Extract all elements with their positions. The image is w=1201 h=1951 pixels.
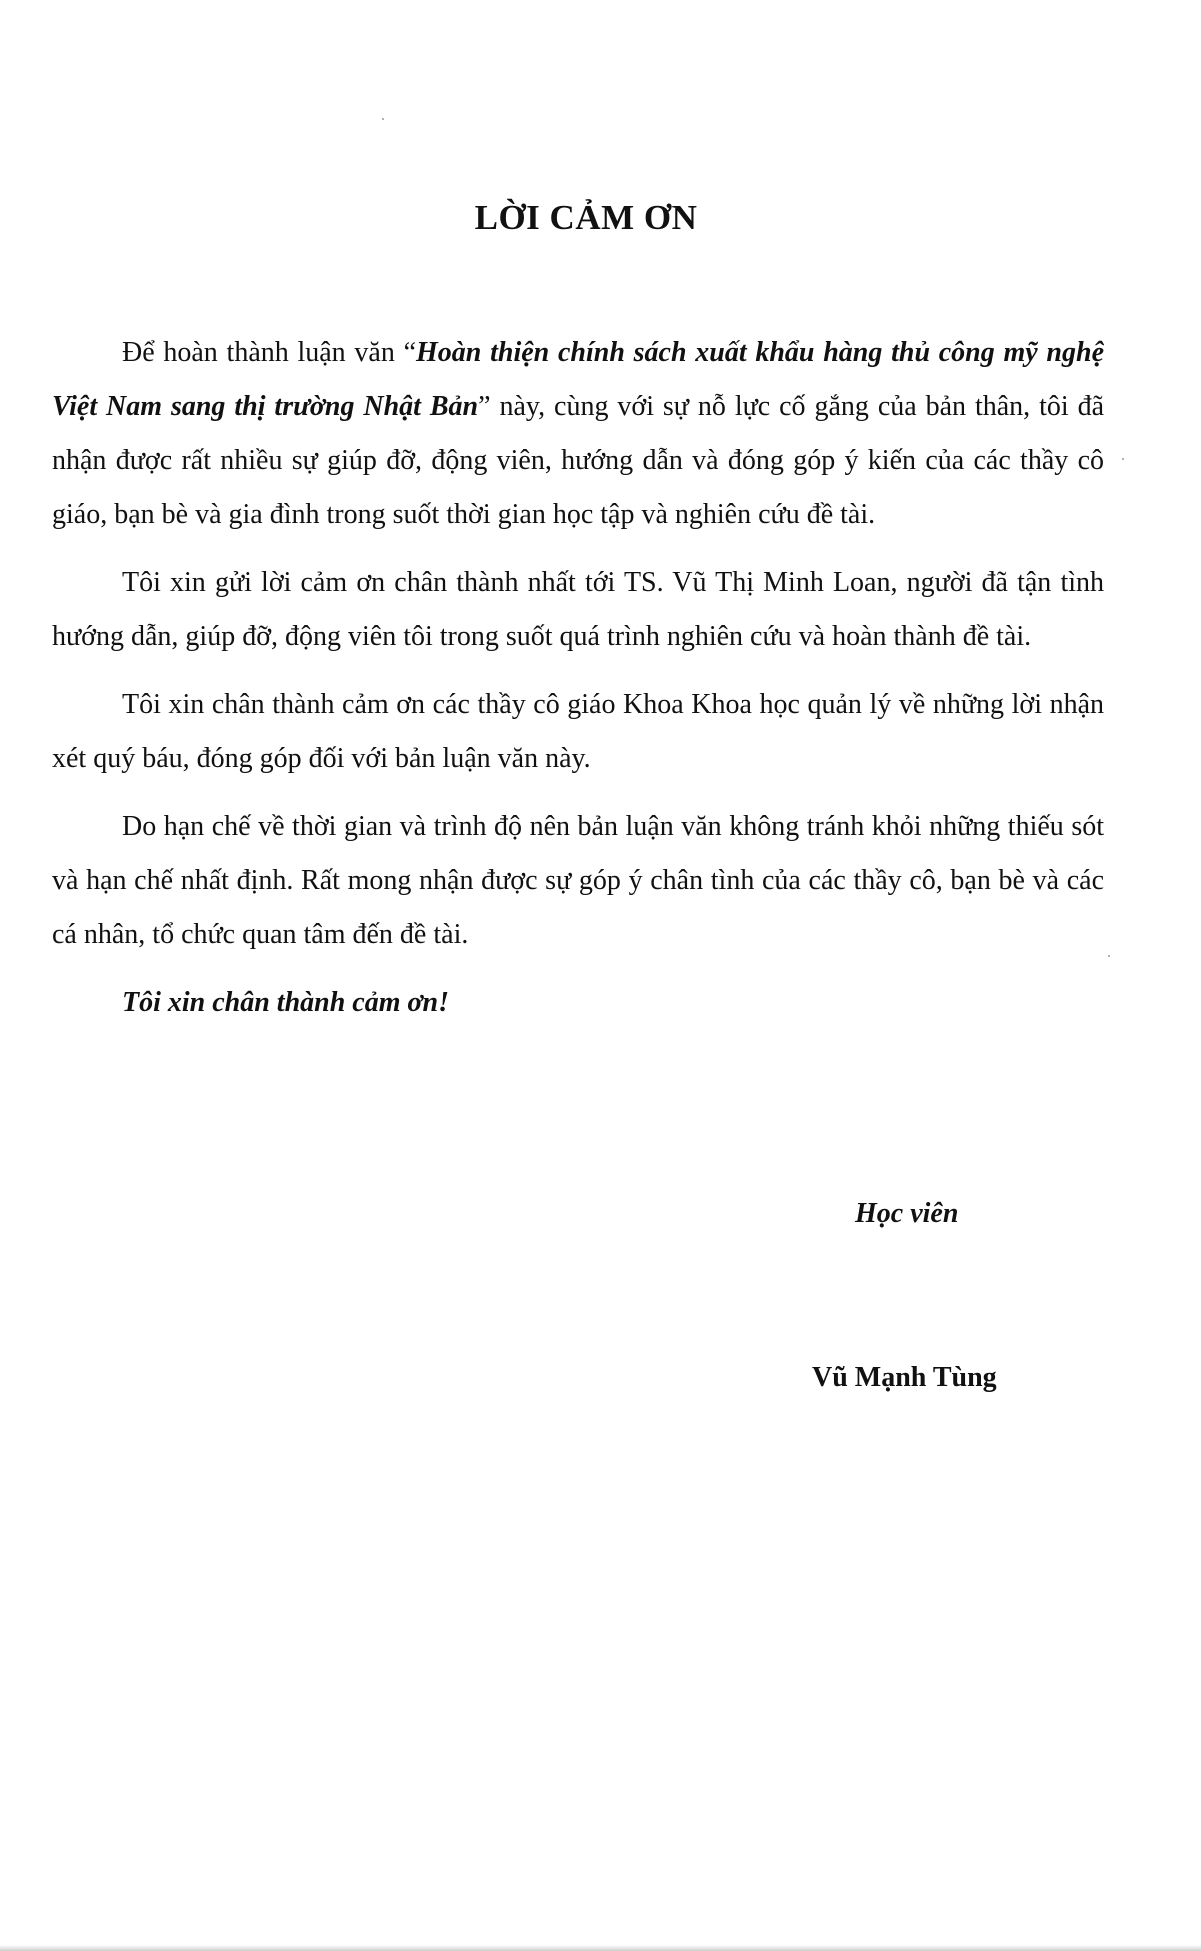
thesis-title: Hoàn thiện chính sách xuất khẩu hàng thủ công mỹ nghệ Việt Nam sang thị trường Nhật Bản: [52, 337, 1105, 422]
paragraph-faculty: Tôi xin chân thành cảm ơn các thầy cô giáo Khoa Khoa học quản lý về những lời nhận xét quý báu, đóng góp đối với bản luận văn này.: [52, 689, 1104, 774]
page-title: LỜI CẢM ƠN: [474, 198, 698, 237]
scan-speck: [1108, 955, 1110, 957]
quote-close-mark: ”: [478, 391, 491, 422]
closing-thanks: Tôi xin chân thành cảm ơn!: [122, 987, 450, 1018]
paragraph-limitations: Do hạn chế về thời gian và trình độ nên bản luận văn không tránh khỏi những thiếu sót và hạn chế nhất định. Rất mong nhận được sự góp ý chân tình của các thầy cô, bạn bè và các cá nhân, tổ chức quan tâm đến đề tài.: [52, 811, 1104, 950]
paragraph-intro-rest: này, cùng với sự nỗ lực cố gắng của bản thân, tôi đã nhận được rất nhiều sự giúp đỡ, động viên, hướng dẫn và đóng góp ý kiến của các thầy cô giáo, bạn bè và gia đình trong suốt thời gian học tập và nghiên cứu đề tài.: [52, 391, 1104, 530]
signer-name: Vũ Mạnh Tùng: [812, 1362, 997, 1393]
scan-speck: [382, 118, 384, 120]
paragraph-advisor: Tôi xin gửi lời cảm ơn chân thành nhất tới TS. Vũ Thị Minh Loan, người đã tận tình hướng dẫn, giúp đỡ, động viên tôi trong suốt quá trình nghiên cứu và hoàn thành đề tài.: [52, 567, 1104, 652]
document-body: [52, 326, 1104, 1044]
scan-bottom-edge: [0, 1945, 1201, 1951]
signer-role: Học viên: [855, 1198, 959, 1229]
quote-open-mark: “: [403, 337, 417, 368]
paragraph-intro: [52, 326, 1104, 542]
scan-speck: [1122, 458, 1124, 460]
paragraph-intro-lead: Để hoàn thành luận văn: [122, 337, 404, 368]
